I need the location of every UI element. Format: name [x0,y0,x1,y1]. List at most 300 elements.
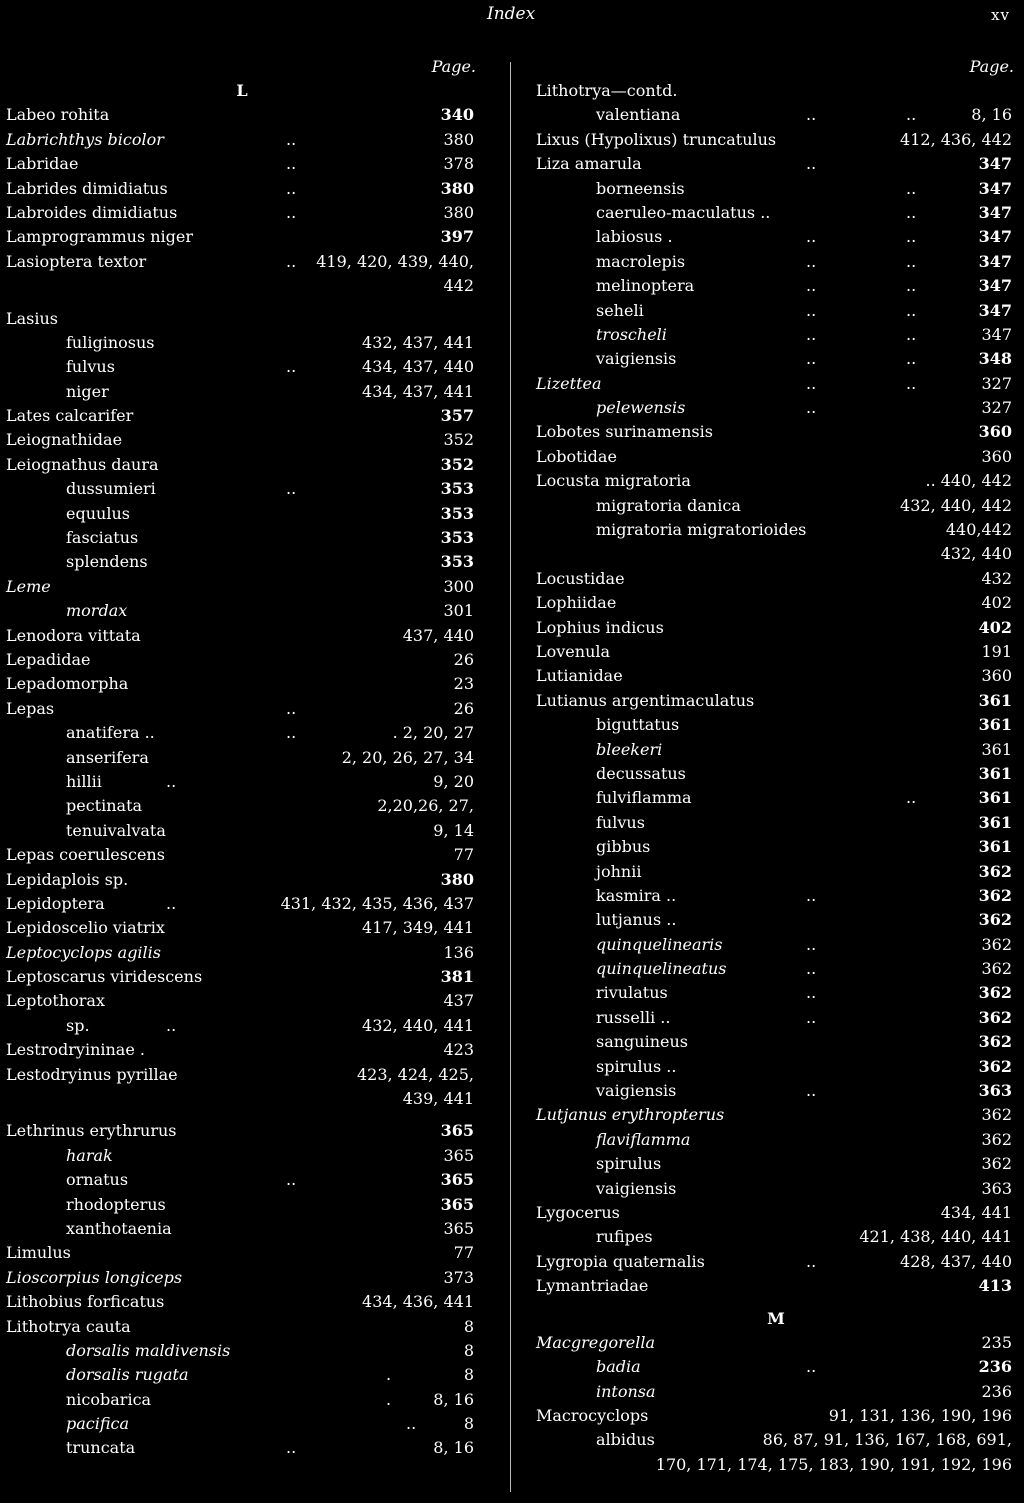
entry-term: dussumieri [66,479,156,499]
entry-term: Lutjanus erythropterus [536,1105,725,1125]
entry-term: Lestodryinus pyrillae [6,1064,178,1084]
index-entry [6,868,478,892]
entry-term: Leptothorax [6,991,105,1011]
entry-term: valentiana [596,105,681,125]
entry-term: Lophiidae [536,593,617,613]
entry-term: labiosus . [596,227,673,247]
entry-pages: 381 [440,967,474,987]
leader-dots: .. [286,154,297,174]
entry-pages: 362 [981,934,1012,954]
leader-dots: .. [806,227,817,247]
entry-pages: 362 [978,983,1012,1003]
spacer [6,299,478,307]
leader-dots: .. [286,357,297,377]
entry-term: Lepidoscelio viatrix [6,918,165,938]
entry-term: ornatus [66,1170,129,1190]
index-entry [6,1241,478,1265]
index-entry [536,445,1016,469]
entry-term: harak [66,1145,113,1165]
leader-dots: .. [906,276,917,296]
index-entry [536,469,1016,493]
leader-dots: .. [286,479,297,499]
entry-term: Lestrodryininae . [6,1040,145,1060]
entry-pages: 9, 20 [433,771,474,791]
entry-pages: 434, 437, 441 [362,381,474,401]
index-entry [536,664,1016,688]
entry-term: rufipes [596,1227,653,1247]
entry-term: mordax [66,601,128,621]
index-entry [536,1250,1016,1274]
index-entry [536,1030,1016,1054]
entry-pages: 362 [981,959,1012,979]
leader-dots: .. [806,251,817,271]
index-entry [6,843,478,867]
entry-term: Limulus [6,1243,71,1263]
index-entry [6,819,478,843]
entry-pages: 365 [443,1218,474,1238]
entry-pages: 347 [981,324,1012,344]
leader-dots: .. [286,202,297,222]
entry-pages: 434, 437, 440 [362,357,474,377]
entry-term: caeruleo-maculatus .. [596,202,771,222]
leader-dots: .. [806,105,817,125]
index-entry [536,591,1016,615]
entry-term: migratoria migratorioides [596,520,807,540]
entry-pages: . 2, 20, 27 [392,723,474,743]
index-entry [536,786,1016,810]
entry-term: decussatus [596,763,686,783]
leader-dots: .. [806,1081,817,1101]
index-entry [536,981,1016,1005]
entry-pages: 235 [981,1332,1012,1352]
entry-pages: 362 [978,1032,1012,1052]
index-entry [6,892,478,916]
entry-term: biguttatus [596,715,680,735]
entry-pages: 434, 441 [940,1202,1012,1222]
index-entry [536,884,1016,908]
leader-dots: . [386,1365,392,1385]
leader-dots: .. [286,698,297,718]
entry-term: Lizettea [536,373,602,393]
entry-term: Leiognathidae [6,430,123,450]
index-entry [6,526,478,550]
entry-term: Lophius indicus [536,617,664,637]
entry-pages: 362 [978,861,1012,881]
index-entry [6,1038,478,1062]
index-entry [6,1315,478,1339]
index-entry [6,1193,478,1217]
entry-pages: 361 [978,690,1012,710]
index-entry [536,542,1016,566]
entry-term: Lygocerus [536,1202,620,1222]
entry-term: Lethrinus erythrurus [6,1121,177,1141]
entry-term: Labroides dimidiatus [6,202,178,222]
entry-term: dorsalis maldivensis [66,1340,231,1360]
leader-dots: .. [906,324,917,344]
entry-pages: 23 [453,674,474,694]
entry-term: equulus [66,503,130,523]
entry-pages: 428, 437, 440 [900,1251,1012,1271]
index-entry [536,567,1016,591]
index-entry [6,1119,478,1143]
entry-pages: 361 [978,715,1012,735]
entry-term: pacifica [66,1414,130,1434]
entry-pages: 402 [978,617,1012,637]
entry-pages: 365 [443,1145,474,1165]
index-entry [6,355,478,379]
entry-pages: 360 [978,422,1012,442]
entry-term: anatifera .. [66,723,155,743]
entry-term: vaigiensis [596,349,677,369]
leader-dots: .. [286,251,297,271]
entry-pages: 2,20,26, 27, [377,796,474,816]
entry-term: Lepas [6,698,55,718]
entry-pages: 432, 440, 441 [362,1015,474,1035]
entry-term: Lepas coerulescens [6,845,165,865]
entry-pages: 413 [978,1276,1012,1296]
entry-pages: 402 [981,593,1012,613]
entry-pages: 361 [978,837,1012,857]
entry-pages: 363 [981,1178,1012,1198]
index-entry [6,1087,478,1111]
index-entry [536,518,1016,542]
leader-dots: .. [906,788,917,808]
leader-dots: .. [806,885,817,905]
index-entry [6,599,478,623]
leader-dots: .. [286,178,297,198]
entry-pages: 348 [978,349,1012,369]
entry-pages: 365 [440,1170,474,1190]
entry-pages: 91, 131, 136, 190, 196 [828,1406,1012,1426]
entry-pages: 362 [978,1007,1012,1027]
entry-pages: 347 [978,154,1012,174]
entry-term: rhodopterus [66,1194,166,1214]
entry-term: nicobarica [66,1389,152,1409]
entry-term: Labrides dimidiatus [6,178,168,198]
entry-pages: 353 [440,503,474,523]
index-entry [6,177,478,201]
entry-term: Lovenula [536,641,611,661]
entry-term: xanthotaenia [66,1218,172,1238]
entry-pages: 347 [978,178,1012,198]
entry-pages: 412, 436, 442 [900,129,1012,149]
index-entry [6,428,478,452]
leader-dots: .. [906,300,917,320]
leader-dots: .. [906,202,917,222]
entry-term: Lioscorpius longiceps [6,1267,183,1287]
index-entry [536,835,1016,859]
entry-pages: 353 [440,479,474,499]
entry-term: Lepidoptera [6,893,105,913]
entry-term: russelli .. [596,1007,671,1027]
entry-pages: 373 [443,1267,474,1287]
entry-term: anserifera [66,747,149,767]
spacer [536,1299,1016,1307]
leader-dots: .. [806,373,817,393]
entry-term: spirulus .. [596,1056,677,1076]
index-entry [6,225,478,249]
entry-pages: 191 [981,641,1012,661]
entry-pages: 26 [453,698,474,718]
entry-pages: 347 [978,227,1012,247]
entry-pages: 432 [981,568,1012,588]
index-entry [536,225,1016,249]
entry-term: bleekeri [596,739,663,759]
index-entry [536,128,1016,152]
index-entry [6,1168,478,1192]
entry-pages: 8, 16 [971,105,1012,125]
index-entry [536,1453,1016,1477]
page-column-label: Page. [431,57,476,76]
entry-term: Lasioptera textor [6,251,147,271]
index-entry [6,916,478,940]
index-entry [6,575,478,599]
entry-pages: 9, 14 [433,820,474,840]
entry-term: Liza amarula [536,154,642,174]
spacer [6,1111,478,1119]
entry-pages: 442 [443,276,474,296]
entry-pages: 362 [981,1154,1012,1174]
entry-pages: 380 [440,869,474,889]
entry-term: troscheli [596,324,667,344]
entry-pages: 361 [981,739,1012,759]
entry-term: spirulus [596,1154,662,1174]
entry-pages: 8, 16 [433,1389,474,1409]
entry-term: borneensis [596,178,685,198]
index-entry [6,1144,478,1168]
leader-dots: .. [806,959,817,979]
entry-term: Labrichthys bicolor [6,129,164,149]
entry-term: flaviflamma [596,1129,691,1149]
entry-pages: 423 [443,1040,474,1060]
page-number: xv [991,6,1010,24]
index-entry [6,502,478,526]
index-entry [536,933,1016,957]
index-entry [6,1436,478,1460]
index-entry [6,624,478,648]
index-entry [536,152,1016,176]
entry-term: sp. [66,1015,90,1035]
entry-pages: 361 [978,788,1012,808]
entry-term: seheli [596,300,644,320]
entry-term: vaigiensis [596,1081,677,1101]
index-entry [536,177,1016,201]
leader-dots: .. [806,349,817,369]
running-header-title: Index [487,4,536,24]
entry-pages: 8, 16 [433,1438,474,1458]
index-entry [536,79,1016,103]
leader-dots: .. [406,1414,417,1434]
leader-dots: .. [906,227,917,247]
entry-term: Lates calcarifer [6,406,134,426]
entry-term: Lixus (Hypolixus) truncatulus [536,129,777,149]
index-entry [536,1055,1016,1079]
entry-term: Lepadomorpha [6,674,129,694]
entry-pages: 437 [443,991,474,1011]
entry-term: Lobotes surinamensis [536,422,713,442]
entry-term: johnii [596,861,642,881]
entry-term: dorsalis rugata [66,1365,189,1385]
entry-term: Lutianus argentimaculatus [536,690,755,710]
index-entry [6,550,478,574]
entry-term: Leme [6,576,51,596]
entry-term: fuliginosus [66,332,155,352]
index-entry [6,770,478,794]
index-entry [6,794,478,818]
index-entry [536,957,1016,981]
entry-pages: 362 [978,1056,1012,1076]
entry-pages: 380 [440,178,474,198]
index-entry [6,274,478,298]
entry-pages: 8 [463,1414,474,1434]
index-entry [6,1266,478,1290]
entry-pages: 362 [981,1129,1012,1149]
index-entry [536,689,1016,713]
entry-pages: 434, 436, 441 [362,1292,474,1312]
leader-dots: .. [286,129,297,149]
entry-term: Lutianidae [536,666,623,686]
entry-term: sanguineus [596,1032,689,1052]
index-entry [536,1380,1016,1404]
entry-pages: 362 [981,1105,1012,1125]
entry-term: intonsa [596,1381,656,1401]
entry-term: truncata [66,1438,136,1458]
entry-term: Lepadidae [6,649,91,669]
entry-term: vaigiensis [596,1178,677,1198]
entry-pages: 236 [981,1381,1012,1401]
leader-dots: .. [906,105,917,125]
leader-dots: .. [166,893,177,913]
leader-dots: .. [906,373,917,393]
entry-pages: 8 [463,1340,474,1360]
leader-dots: .. [806,934,817,954]
entry-pages: 417, 349, 441 [362,918,474,938]
entry-pages: 365 [440,1121,474,1141]
leader-dots: .. [166,1015,177,1035]
index-entry [536,616,1016,640]
index-entry [6,1014,478,1038]
index-entry [536,1079,1016,1103]
entry-term: gibbus [596,837,651,857]
index-entry [536,494,1016,518]
leader-dots: .. [806,154,817,174]
index-entry [536,372,1016,396]
index-entry [536,347,1016,371]
index-entry [6,453,478,477]
entry-term: quinquelinearis [596,934,723,954]
entry-term: Locustidae [536,568,625,588]
leader-dots: .. [906,349,917,369]
entry-term: niger [66,381,109,401]
entry-term: Labeo rohita [6,105,110,125]
entry-pages: 440,442 [945,520,1012,540]
entry-pages: 380 [443,202,474,222]
entry-pages: 300 [443,576,474,596]
entry-pages: 437, 440 [402,625,474,645]
entry-term: Lamprogrammus niger [6,227,194,247]
entry-pages: 421, 438, 440, 441 [859,1227,1012,1247]
entry-pages: 361 [978,812,1012,832]
entry-term: lutjanus .. [596,910,677,930]
index-entry [536,738,1016,762]
index-column-left [6,55,478,1461]
entry-term: quinquelineatus [596,959,727,979]
entry-term: migratoria danica [596,495,741,515]
index-entry [536,811,1016,835]
entry-pages: 347 [978,202,1012,222]
entry-pages: 26 [453,649,474,669]
entry-pages: 340 [440,105,474,125]
leader-dots: .. [806,1007,817,1027]
leader-dots: .. [906,251,917,271]
index-entry [536,103,1016,127]
entry-term: hillii [66,771,102,791]
entry-term: melinoptera [596,276,695,296]
entry-pages: 432, 440 [940,544,1012,564]
entry-pages: 2, 20, 26, 27, 34 [341,747,474,767]
entry-pages: 327 [981,373,1012,393]
leader-dots: .. [806,324,817,344]
index-entry [6,746,478,770]
entry-pages: 301 [443,601,474,621]
index-entry [6,697,478,721]
entry-pages: 432, 440, 442 [900,495,1012,515]
index-entry [536,323,1016,347]
index-entry [6,152,478,176]
section-letter: L [236,81,248,100]
index-entry [536,1355,1016,1379]
entry-pages: 431, 432, 435, 436, 437 [280,893,474,913]
entry-term: fulviflamma [596,788,692,808]
entry-term: albidus [596,1430,655,1450]
entry-term: Lithotrya—contd. [536,81,678,100]
leader-dots: .. [806,300,817,320]
index-entry [6,1290,478,1314]
index-entry [536,250,1016,274]
entry-pages: 8 [463,1365,474,1385]
index-entry [6,1339,478,1363]
entry-pages: 86, 87, 91, 136, 167, 168, 691, [762,1430,1012,1450]
section-letter: M [767,1308,785,1328]
index-entry [536,1152,1016,1176]
entry-pages: 357 [440,406,474,426]
entry-term: Lenodora vittata [6,625,141,645]
index-entry [536,640,1016,664]
index-entry [536,1201,1016,1225]
entry-pages: 362 [978,910,1012,930]
entry-pages: 362 [978,885,1012,905]
index-entry [536,201,1016,225]
index-entry [6,672,478,696]
entry-term: Leptocyclops agilis [6,942,161,962]
index-entry [536,713,1016,737]
index-entry [536,1225,1016,1249]
index-entry [6,989,478,1013]
entry-pages: 347 [978,251,1012,271]
leader-dots: .. [166,771,177,791]
leader-dots: .. [286,1438,297,1458]
entry-term: Leiognathus daura [6,454,159,474]
entry-term: Macrocyclops [536,1406,649,1426]
entry-pages: 363 [978,1081,1012,1101]
entry-pages: .. 440, 442 [925,471,1012,491]
entry-term: Lymantriadae [536,1276,649,1296]
index-entry [536,1128,1016,1152]
entry-term: Lithobius forficatus [6,1292,165,1312]
index-entry [536,1428,1016,1452]
index-entry [536,396,1016,420]
index-entry [536,274,1016,298]
